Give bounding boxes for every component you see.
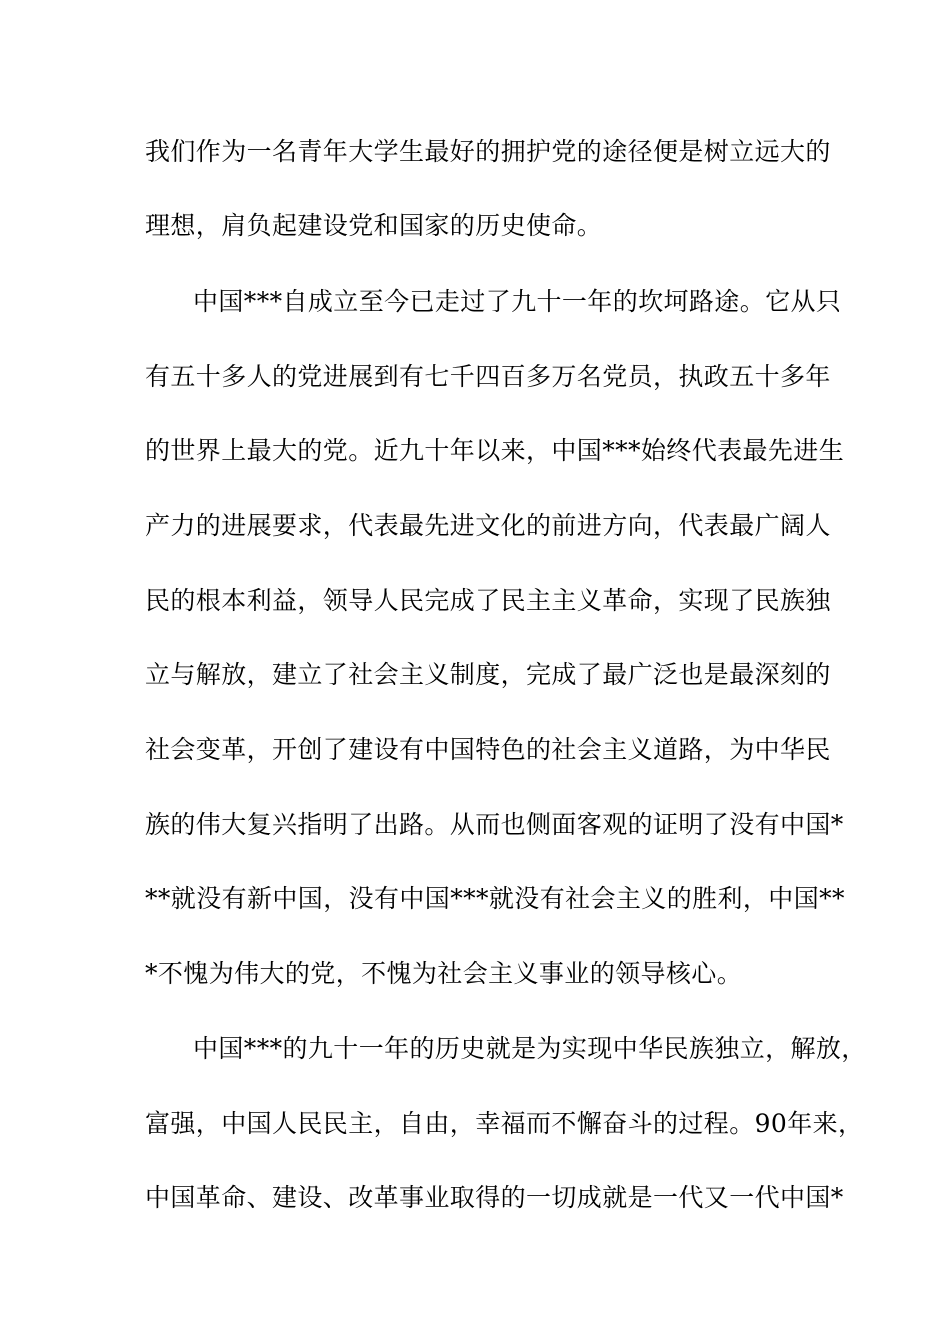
text-line: **就没有新中国，没有中国***就没有社会主义的胜利，中国** — [145, 884, 845, 913]
text-line: 社会变革，开创了建设有中国特色的社会主义道路，为中华民 — [145, 735, 831, 764]
text-line: 富强，中国人民民主，自由，幸福而不懈奋斗的过程。90年来， — [145, 1109, 864, 1138]
paragraph-first-line: 中国***的九十一年的历史就是为实现中华民族独立，解放， — [193, 1034, 867, 1063]
text-line: *不愧为伟大的党，不愧为社会主义事业的领导核心。 — [145, 959, 743, 988]
text-line: 中国革命、建设、改革事业取得的一切成就是一代又一代中国* — [145, 1183, 844, 1212]
text-line: 理想，肩负起建设党和国家的历史使命。 — [145, 211, 603, 240]
text-line: 立与解放，建立了社会主义制度，完成了最广泛也是最深刻的 — [145, 660, 831, 689]
text-line: 族的伟大复兴指明了出路。从而也侧面客观的证明了没有中国* — [145, 810, 844, 839]
text-line: 民的根本利益，领导人民完成了民主主义革命，实现了民族独 — [145, 586, 831, 615]
text-line: 我们作为一名青年大学生最好的拥护党的途径便是树立远大的 — [145, 137, 831, 166]
text-line: 产力的进展要求，代表最先进文化的前进方向，代表最广阔人 — [145, 511, 831, 540]
paragraph-first-line: 中国***自成立至今已走过了九十一年的坎坷路途。它从只 — [193, 287, 842, 316]
text-line: 有五十多人的党进展到有七千四百多万名党员，执政五十多年 — [145, 362, 831, 391]
text-line: 的世界上最大的党。近九十年以来，中国***始终代表最先进生 — [145, 436, 845, 465]
